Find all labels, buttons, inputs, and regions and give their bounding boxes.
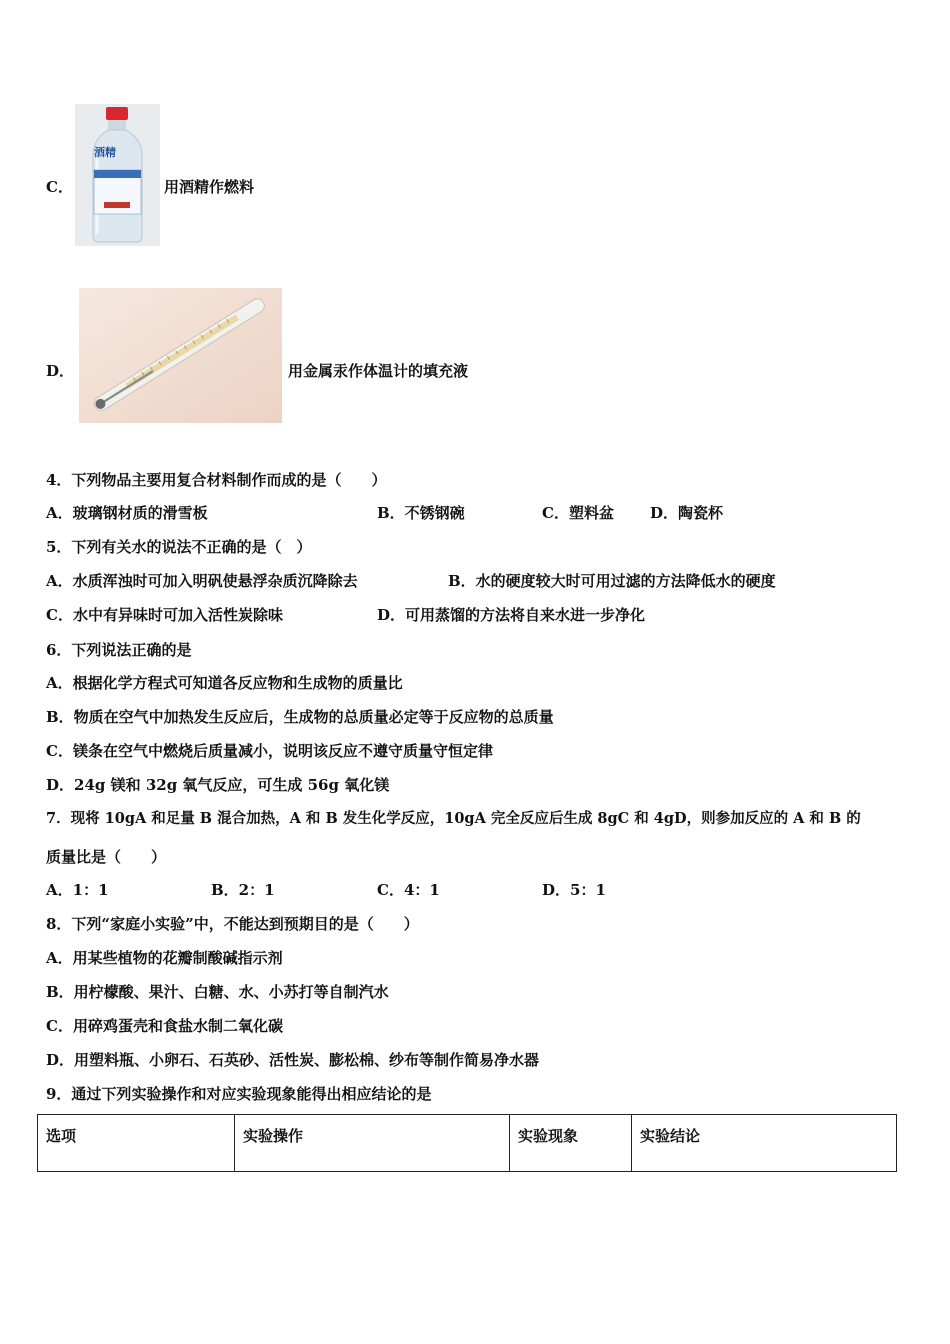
q4-option-b: B．不锈钢碗 (377, 504, 465, 522)
q3-option-c-text: 用酒精作燃料 (164, 178, 255, 196)
q7-option-d: D．5：1 (542, 881, 606, 899)
q8-option-d: D．用塑料瓶、小卵石、石英砂、活性炭、膨松棉、纱布等制作简易净水器 (46, 1051, 540, 1069)
q9-stem: 9．通过下列实验操作和对应实验现象能得出相应结论的是 (46, 1085, 432, 1103)
q3-option-c-letter: C． (46, 178, 73, 196)
q7-option-b: B．2：1 (211, 881, 275, 899)
q9-table (37, 1114, 897, 1172)
q7-stem-line1: 7．现将 10gA 和足量 B 混合加热，A 和 B 发生化学反应，10gA 完全反应后生成 8gC 和 4gD，则参加反应的 A 和 B 的 (46, 810, 861, 827)
q6-option-a: A．根据化学方程式可知道各反应物和生成物的质量比 (46, 674, 403, 692)
q4-stem: 4．下列物品主要用复合材料制作而成的是（ ） (46, 471, 387, 489)
q7-option-a: A．1：1 (46, 881, 109, 899)
q7-option-c: C．4：1 (377, 881, 440, 899)
thermometer-image (79, 288, 282, 423)
q8-stem: 8．下列“家庭小实验”中，不能达到预期目的是（ ） (46, 915, 419, 933)
header-phenomenon: 实验现象 (510, 1115, 632, 1172)
q4-option-c: C．塑料盆 (542, 504, 614, 522)
q4-option-d: D．陶瓷杯 (650, 504, 724, 522)
q6-option-b: B．物质在空气中加热发生反应后，生成物的总质量必定等于反应物的总质量 (46, 708, 554, 726)
q5-stem: 5．下列有关水的说法不正确的是（ ） (46, 538, 312, 556)
q3-option-d-text: 用金属汞作体温计的填充液 (288, 362, 469, 380)
header-operation: 实验操作 (235, 1115, 510, 1172)
q5-option-d: D．可用蒸馏的方法将自来水进一步净化 (377, 606, 646, 624)
q7-stem-line2: 质量比是（ ） (46, 848, 167, 866)
q8-option-a: A．用某些植物的花瓣制酸碱指示剂 (46, 949, 283, 967)
q3-option-d-letter: D． (46, 362, 75, 380)
alcohol-bottle-image (75, 104, 160, 246)
q6-option-c: C．镁条在空气中燃烧后质量减小，说明该反应不遵守质量守恒定律 (46, 742, 493, 760)
table-header-row (38, 1115, 897, 1172)
q8-option-b: B．用柠檬酸、果汁、白糖、水、小苏打等自制汽水 (46, 983, 389, 1001)
q6-stem: 6．下列说法正确的是 (46, 641, 192, 659)
header-conclusion: 实验结论 (632, 1115, 897, 1172)
q4-option-a: A．玻璃钢材质的滑雪板 (46, 504, 208, 522)
q5-option-a: A．水质浑浊时可加入明矾使悬浮杂质沉降除去 (46, 572, 358, 590)
q8-option-c: C．用碎鸡蛋壳和食盐水制二氧化碳 (46, 1017, 283, 1035)
bottle-label: 酒精 (94, 146, 116, 159)
q5-option-b: B．水的硬度较大时可用过滤的方法降低水的硬度 (448, 572, 776, 590)
header-option: 选项 (38, 1115, 235, 1172)
q5-option-c: C．水中有异味时可加入活性炭除味 (46, 606, 283, 624)
q6-option-d: D．24g 镁和 32g 氧气反应，可生成 56g 氧化镁 (46, 776, 390, 794)
